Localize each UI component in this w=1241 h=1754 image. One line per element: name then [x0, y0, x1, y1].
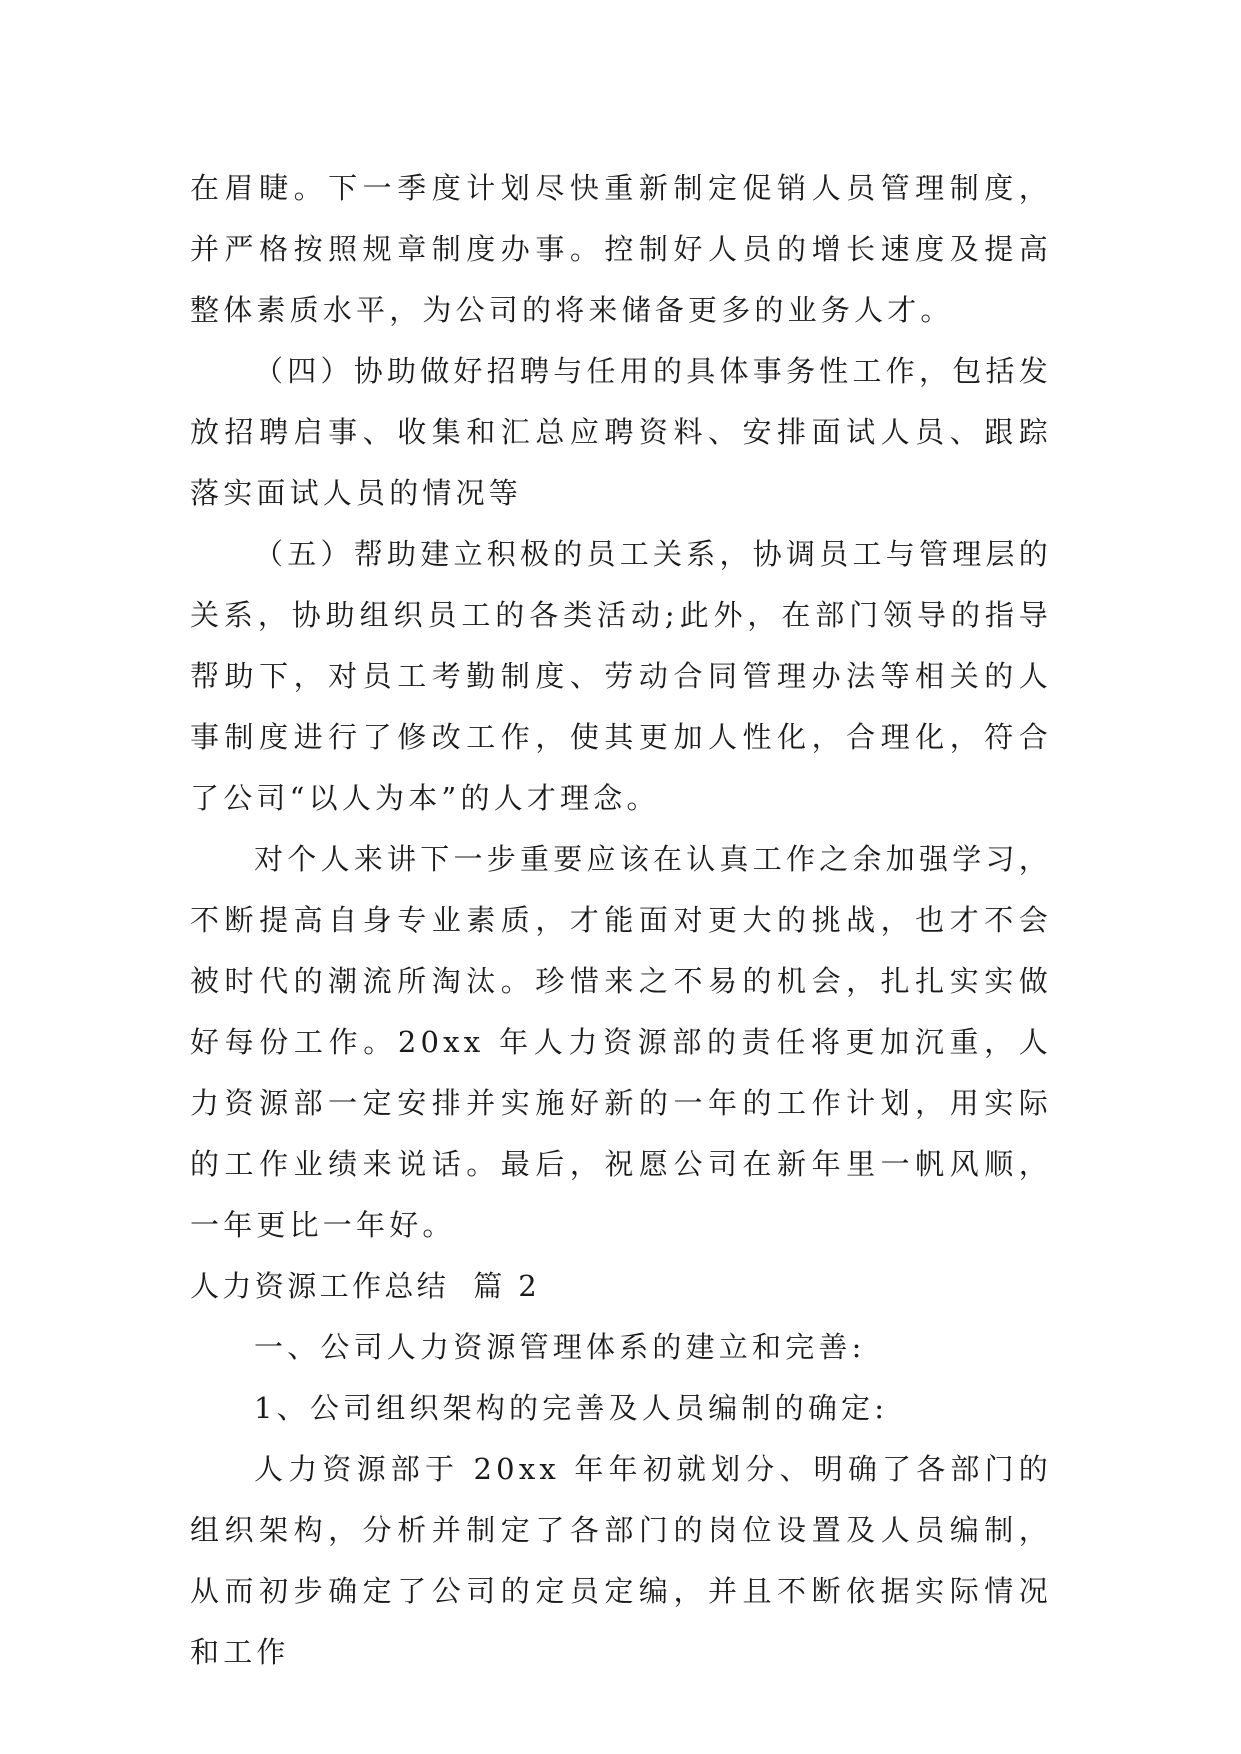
paragraph-item-five: （五）帮助建立积极的员工关系，协调员工与管理层的关系，协助组织员工的各类活动;此外，在部门领导的指导帮助下，对员工考勤制度、劳动合同管理办法等相关的人事制度进行了修改工作，使其更加人性化，合理化，符合了公司“以人为本”的人才理念。	[190, 537, 1052, 815]
paragraph-org-structure: 人力资源部于 20xx 年年初就划分、明确了各部门的组织架构，分析并制定了各部门的岗位设置及人员编制，从而初步确定了公司的定员定编，并且不断依据实际情况和工作	[190, 1452, 1052, 1669]
paragraph-item-four: （四）协助做好招聘与任用的具体事务性工作，包括发放招聘启事、收集和汇总应聘资料、安排面试人员、跟踪落实面试人员的情况等	[190, 354, 1052, 510]
paragraph-subsection-one: 1、公司组织架构的完善及人员编制的确定:	[254, 1391, 889, 1425]
section-heading-title: 人力资源工作总结	[190, 1269, 450, 1303]
paragraph-personal-outlook: 对个人来讲下一步重要应该在认真工作之余加强学习，不断提高自身专业素质，才能面对更大的挑战，也才不会被时代的潮流所淘汰。珍惜来之不易的机会，扎扎实实做好每份工作。20xx 年人力资源部的责任将更加沉重，人力资源部一定安排并实施好新的一年的工作计划，用实际的工作业绩来说话。最后，祝愿公司在新年里一帆风顺，一年更比一年好。	[190, 842, 1052, 1242]
section-heading-part: 篇 2	[473, 1269, 541, 1303]
document-page	[190, 158, 1052, 1683]
paragraph-continuation: 在眉睫。下一季度计划尽快重新制定促销人员管理制度，并严格按照规章制度办事。控制好人员的增长速度及提高整体素质水平，为公司的将来储备更多的业务人才。	[190, 171, 1052, 327]
paragraph-section-one: 一、公司人力资源管理体系的建立和完善:	[254, 1330, 866, 1364]
section-heading	[190, 1256, 1052, 1317]
